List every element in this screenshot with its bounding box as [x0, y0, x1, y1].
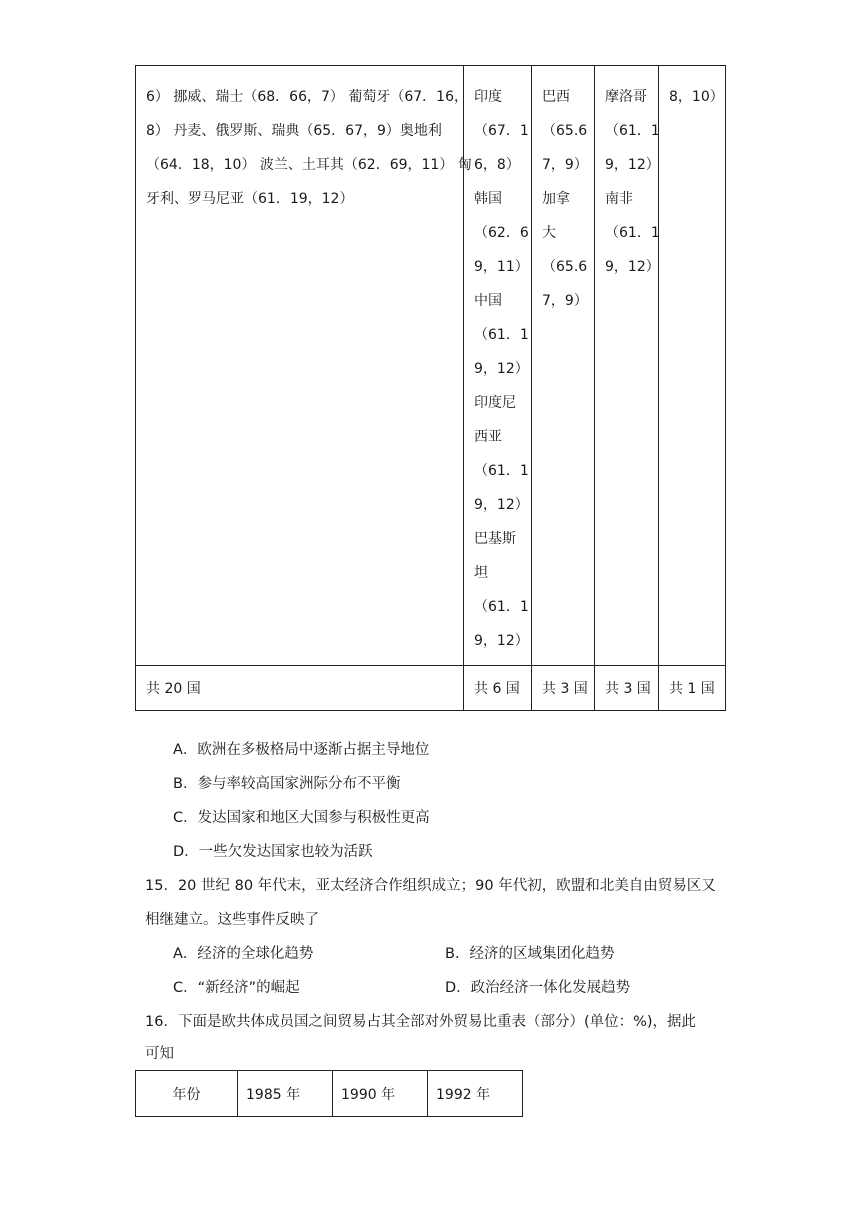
- cell-line: 9，12）: [474, 497, 529, 513]
- cell-line: 9，11）: [474, 259, 529, 275]
- total-cell: 共 6 国: [464, 666, 532, 711]
- cell-line: （64．18，10） 波兰、土耳其（62．69，11） 匈: [146, 157, 472, 173]
- q14-option-b: B．参与率较高国家洲际分布不平衡: [173, 776, 401, 792]
- total-cell: 共 1 国: [659, 666, 726, 711]
- cell-line: （61．1: [474, 599, 529, 615]
- cell-line: （62．6: [474, 225, 529, 241]
- europe-cell: [136, 66, 472, 666]
- cell-line: 西亚: [474, 429, 502, 445]
- cell-line: 南非: [605, 191, 633, 207]
- asia-cell: [464, 66, 532, 666]
- table-row: [136, 66, 726, 666]
- q16-stem-line1: 16．下面是欧共体成员国之间贸易占其全部对外贸易比重表（部分）(单位：%)，据此: [145, 1014, 697, 1030]
- q14-option-a: A．欧洲在多极格局中逐渐占据主导地位: [173, 742, 430, 758]
- q16-stem-line2: 可知: [145, 1046, 174, 1062]
- q15-option-c: C．“新经济”的崛起: [173, 980, 300, 996]
- cell-line: 巴西: [542, 89, 570, 105]
- q15-option-b: B．经济的区域集团化趋势: [445, 946, 615, 962]
- cell-line: （67．1: [474, 123, 529, 139]
- table-row-totals: [136, 666, 726, 711]
- q15-stem-line1: 15．20 世纪 80 年代末，亚太经济合作组织成立；90 年代初，欧盟和北美自由贸易区又: [145, 878, 716, 894]
- total-cell: 共 3 国: [595, 666, 659, 711]
- trade-share-table: [135, 1070, 523, 1117]
- cell-line: 8，10）: [669, 89, 724, 105]
- cell-line: 印度: [474, 89, 502, 105]
- q14-option-d: D．一些欠发达国家也较为活跃: [173, 844, 373, 860]
- header-cell: 1992 年: [428, 1071, 523, 1117]
- q15-option-d: D．政治经济一体化发展趋势: [445, 980, 631, 996]
- africa-cell: [595, 66, 659, 666]
- q14-option-c: C．发达国家和地区大国参与积极性更高: [173, 810, 430, 826]
- header-cell: 1985 年: [238, 1071, 333, 1117]
- cell-line: 7，9）: [542, 293, 588, 309]
- q15-stem-line2: 相继建立。这些事件反映了: [145, 912, 319, 928]
- cell-line: 印度尼: [474, 395, 516, 411]
- header-cell: 1990 年: [333, 1071, 428, 1117]
- participation-table: [135, 65, 726, 711]
- cell-line: 大: [542, 225, 556, 241]
- cell-line: 摩洛哥: [605, 89, 647, 105]
- total-cell: 共 3 国: [532, 666, 595, 711]
- q15-option-a: A．经济的全球化趋势: [173, 946, 314, 962]
- cell-line: 9，12）: [474, 633, 529, 649]
- cell-line: 6） 挪威、瑞士（68．66，7） 葡萄牙（67．16，: [146, 89, 468, 105]
- cell-line: （61．1: [605, 225, 660, 241]
- table-header-row: [136, 1071, 523, 1117]
- americas-cell: [532, 66, 595, 666]
- cell-line: 坦: [474, 565, 488, 581]
- cell-line: 韩国: [474, 191, 502, 207]
- cell-line: 牙利、罗马尼亚（61．19，12）: [146, 191, 354, 207]
- cell-line: （61．1: [474, 463, 529, 479]
- oceania-cell: [659, 66, 726, 666]
- cell-line: 9，12）: [605, 157, 660, 173]
- cell-line: 7，9）: [542, 157, 588, 173]
- cell-line: 巴基斯: [474, 531, 516, 547]
- cell-line: 8） 丹麦、俄罗斯、瑞典（65．67，9）奥地利: [146, 123, 442, 139]
- cell-line: （65.6: [542, 123, 588, 139]
- header-cell: 年份: [136, 1071, 238, 1117]
- cell-line: 中国: [474, 293, 502, 309]
- cell-line: 9，12）: [474, 361, 529, 377]
- cell-line: （65.6: [542, 259, 588, 275]
- cell-line: （61．1: [474, 327, 529, 343]
- total-cell: 共 20 国: [136, 666, 464, 711]
- cell-line: 加拿: [542, 191, 570, 207]
- cell-line: （61．1: [605, 123, 660, 139]
- cell-line: 6，8）: [474, 157, 520, 173]
- cell-line: 9，12）: [605, 259, 660, 275]
